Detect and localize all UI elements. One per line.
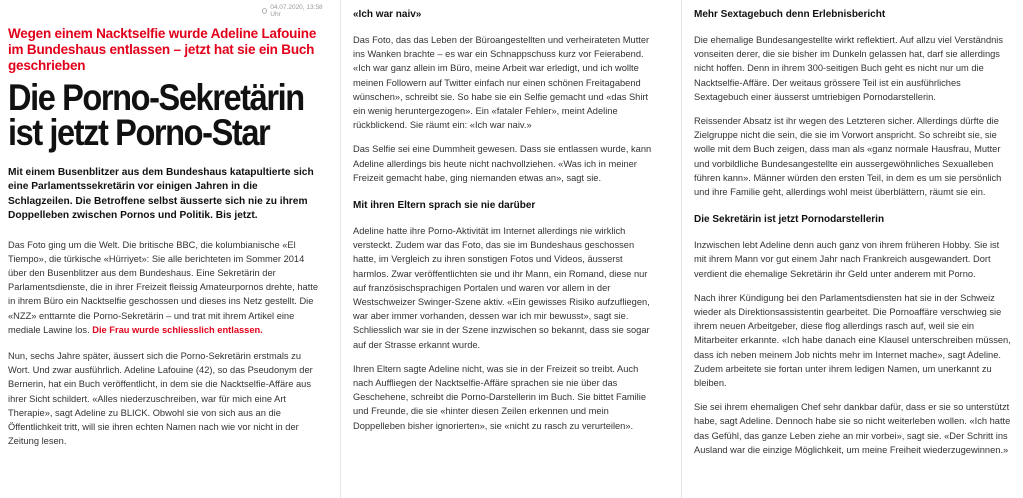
article-kicker: Wegen einem Nacktselfie wurde Adeline Lafouine im Bundeshaus entlassen – jetzt hat sie ein Buch geschrieben (8, 26, 317, 73)
section-heading: «Ich war naiv» (353, 9, 422, 20)
article-meta (262, 6, 323, 16)
article-link[interactable]: Die Frau wurde schliesslich entlassen. (92, 324, 263, 335)
paragraph: Das Foto, das das Leben der Büroangestellten und verheirateten Mutter ins Wanken brachte – es war ein Schnappschuss kurz vor Feierabend. «Ich war ganz allein im Büro, meine Arbeit war erledigt, und ich wollte meinen Followern auf Twitter einfach nur einen schönen Freitagabend wünschen», schreibt sie. So habe sie ein Selfie gemacht und «das Shirt ein wenig heruntergezogen». Ein «fataler Fehler», meint Adeline rückblickend. Sie räumt ein: «Ich war naiv.» (353, 35, 650, 131)
paragraph-text: Das Foto ging um die Welt. Die britische BBC, die kolumbianische «El Tiempo», die türkische «Hürriyet»: Sie alle berichteten im Sommer 2014 über den Busenblitzer aus dem Bundeshaus. Eine Sekretärin der Parlamentsdienste, die in ihrer Freizeit fleissig Amateurpornos drehte, hatte in ihrem Büro ein Nacktselfie geschossen und dieses ins Netz gestellt. Die «NZZ» enttarnte die Porno-Sekretärin – und trat mit ihrem Artikel eine mediale Lawine los. (8, 239, 319, 335)
paragraph: Ihren Eltern sagte Adeline nicht, was sie in der Freizeit so treibt. Auch nach Auffliegen der Nacktselfie-Affäre sprachen sie nie über das Geschehene, schreibt die Porno-Darstellerin im Buch. Sie bittet Familie und Freunde, die sie «hinter diesen Zeilen erkennen und mein Doppelleben bisher ignorierten», sie «nicht zu rasch zu verurteilen». (353, 363, 646, 431)
paragraph: Reissender Absatz ist ihr wegen des Letzteren sicher. Allerdings dürfte die Zielgruppe nicht die sein, die sie im Vorwort anspricht. So schreibt sie, sie wolle mit dem Buch zeigen, dass man als «ganz normale Hausfrau, Mutter und vorbildliche Bundesangestellte ein aussergewöhnliches Sexualleben führen kann». Männer würden den ersten Teil, in dem es um sie persönlich und ihre Familie geht, allerdings wohl meist überblättern, räumt sie ein. (694, 116, 1002, 198)
paragraph: Sie sei ihrem ehemaligen Chef sehr dankbar dafür, dass er sie so unterstützt habe, sagt Adeline. Dennoch habe sie so nicht weiterleben wollen. «Ich hatte das Gefühl, das ganze Leben ziehe an mir vorbei», sagt sie. «Der Schritt ins Ausland war die einzige Möglichkeit, um meine Freiheit wiederzugewinnen.» (694, 402, 1011, 455)
article-headline: Die Porno-Sekretärin ist jetzt Porno-Star (8, 77, 304, 153)
article-lead: Mit einem Busenblitzer aus dem Bundeshaus katapultierte sich eine Parlamentssekretärin vor einigen Jahren in die Schlagzeilen. Die Betroffene selbst äusserte sich nie zu ihrem Doppelleben zwischen Pornos und Politik. Bis jetzt. (8, 167, 314, 222)
paragraph: Nun, sechs Jahre später, äussert sich die Porno-Sekretärin erstmals zu Wort. Und zwar ausführlich. Adeline Lafouine (42), so das Pseudonym der Bernerin, hat ein Buch veröffentlicht, in dem sie die Nacktselfie-Affäre aus ihrer Sicht schildert. «Alles niederzuschreiben, war für mich eine Art Therapie», sagt Adeline zu BLICK. Obwohl sie von sich aus an die Öffentlichkeit tritt, will sie ihren echten Namen nach wie vor nicht in der Zeitung lesen. (8, 351, 313, 447)
paragraph: Inzwischen lebt Adeline denn auch ganz von ihrem früheren Hobby. Sie ist mit ihrem Mann vor gut einem Jahr nach Frankreich ausgewandert. Dort verdient die ehemalige Sekretärin ihr Geld unter anderem mit Porno. (694, 240, 1000, 279)
paragraph: Die ehemalige Bundesangestellte wirkt reflektiert. Auf allzu viel Verständnis vonseiten derer, die sie bisher im Dunkeln gelassen hat, darf sie allerdings nicht hoffen. Denn in ihrem 300-seitigen Buch geht es nicht nur um die Nacktselfie-Affäre. Der weitaus grössere Teil ist ein ausführliches Sextagebuch einer äusserst umtriebigen Pornodarstellerin. (694, 35, 1004, 102)
section-heading: Die Sekretärin ist jetzt Pornodarstellerin (694, 214, 885, 226)
article-column-1 (0, 0, 333, 498)
paragraph: Adeline hatte ihre Porno-Aktivität im Internet allerdings nie wirklich versteckt. Zudem war das Foto, das sie im Bundeshaus geschossen hatte, im Vergleich zu ihren sonstigen Fotos und Videos, äusserst harmlos. Zwar veröffentlichten sie und ihr Mann, ein Romand, diese nur auf französischsprachigen Portalen und waren vor allem in der Westschweizer Swinger-Szene aktiv. «Ein gewisses Risiko aufzufliegen, war aber immer vorhanden, dessen war ich mir bewusst», sagt sie. Schliesslich war sie in der Szene inzwischen so bekannt, dass sie sogar auf der Strasse erkannt wurde. (353, 226, 650, 350)
article-column-3 (681, 0, 1023, 498)
paragraph: Nach ihrer Kündigung bei den Parlamentsdiensten hat sie in der Schweiz wieder als Direktionsassistentin gearbeitet. Die Pornoaffäre verschwieg sie ihrem neuen Arbeitgeber, diese flog allerdings rasch auf, weil sie ein Mitarbeiter erkannte. «Ich habe danach eine Klausel unterschreiben müssen, dass ich neben meinem Job nichts mehr im Internet mache», sagt Adeline. Zudem arbeitete sie fortan unter ihrem ledigen Namen, um unerkannt zu bleiben. (694, 292, 1011, 389)
section-heading: Mehr Sextagebuch denn Erlebnisbericht (694, 9, 886, 20)
article-column-2 (340, 0, 668, 498)
article-date: 04.07.2020, 13:58 Uhr (270, 4, 323, 18)
paragraph: Das Selfie sei eine Dummheit gewesen. Dass sie entlassen wurde, kann Adeline allerdings bis heute nicht nachvollziehen. «Was ich in meiner Freizeit gemacht habe, ging niemanden etwas an», sagt sie. (353, 144, 652, 183)
section-heading: Mit ihren Eltern sprach sie nie darüber (353, 200, 536, 212)
paragraph (8, 238, 323, 337)
clock-icon (262, 8, 267, 14)
